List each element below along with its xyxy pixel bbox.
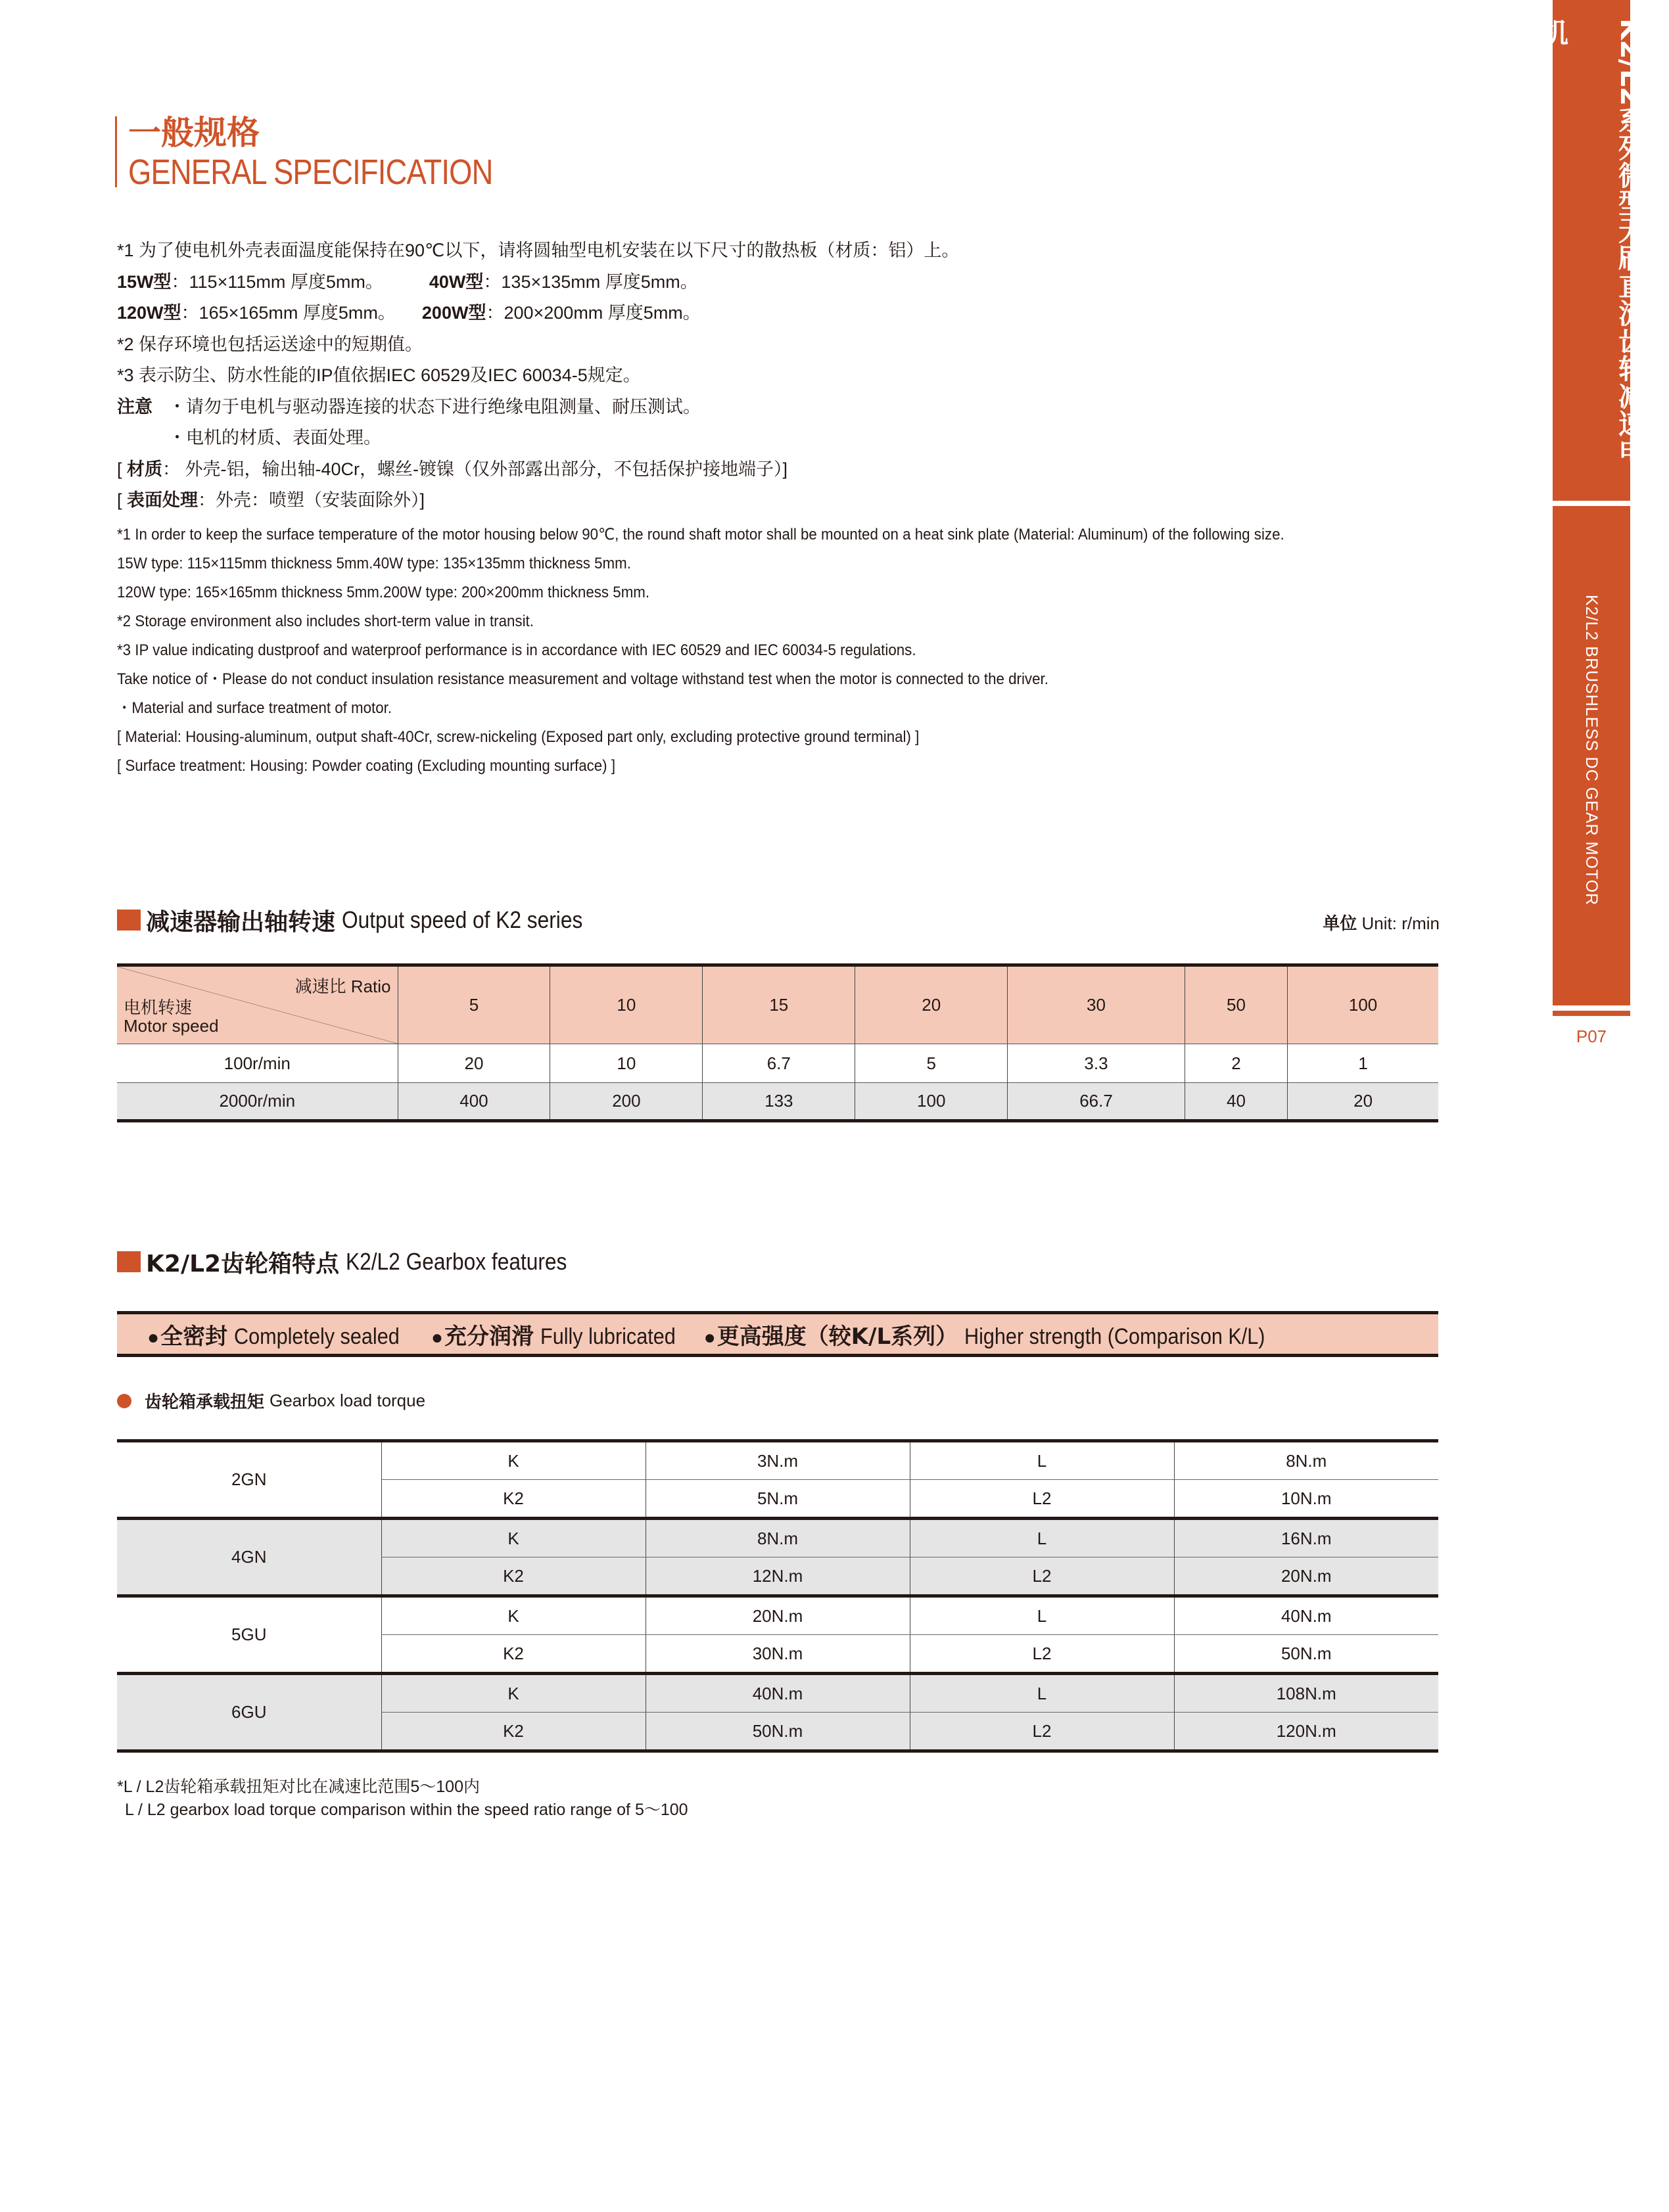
type-cell: L2 [910,1557,1174,1596]
ratio-header-cell: 30 [1008,965,1185,1044]
output-speed-cell: 6.7 [703,1044,855,1083]
ratio-header-cell: 15 [703,965,855,1044]
torque-cell: 120N.m [1174,1713,1438,1751]
material-value-cn: ： 外壳-铝，输出轴-40Cr，螺丝-镀镍（仅外部露出部分，不包括保护接地端子）] [162,459,788,479]
notice-label-cn: 注意 [117,396,153,417]
output-speed-cell: 40 [1185,1083,1287,1121]
output-speed-cell: 20 [1288,1083,1438,1121]
value-40w: ：135×135mm 厚度5mm。 [483,271,698,292]
speed-table-corner-cell [117,965,398,1044]
feature-item [431,1318,691,1350]
heat-sink-row-1-cn [117,267,1465,298]
note-1-en: *1 In order to keep the surface temperature of the motor housing below 90℃, the round shaft motor shall be mounted on a heat sink plate (Material: Aluminum) of the following size. [117,526,1284,543]
gearbox-torque-table [117,1439,1438,1753]
value-120w-en: 120W type: 165×165mm thickness 5mm. [117,584,384,601]
speed-table-header-row [117,965,1438,1044]
material-cn: [ 材质： 外壳-铝，输出轴-40Cr，螺丝-镀镍（仅外部露出部分，不包括保护接地端子）] [117,459,788,479]
ratio-header-cell: 10 [550,965,703,1044]
output-speed-cell: 20 [398,1044,550,1083]
surface-en: [ Surface treatment: Housing: Powder coating (Excluding mounting surface) ] [117,757,616,775]
notice-label-en: Take notice of [117,670,208,688]
feature-cn: 充分润滑 [444,1323,534,1350]
ratio-header-cell: 20 [855,965,1008,1044]
ratio-header-cell: 100 [1288,965,1438,1044]
surface-label-cn: 表面处理 [127,490,199,510]
type-cell: L2 [910,1480,1174,1519]
type-cell: K2 [381,1713,646,1751]
torque-subheading [117,1389,425,1413]
feature-en: Higher strength (Comparison K/L) [964,1324,1265,1349]
sidebar-divider-bar [1553,1011,1630,1016]
torque-cell: 50N.m [646,1713,910,1751]
label-40w: 40W型 [429,271,484,292]
value-200w: ：200×200mm 厚度5mm。 [486,303,701,323]
type-cell: K2 [381,1480,646,1519]
notice-2-cn [117,423,1465,454]
note-3-cn: *3 表示防尘、防水性能的IP值依据IEC 60529及IEC 60034-5规定。 [117,365,641,385]
output-speed-cell: 2 [1185,1044,1287,1083]
bullet-icon: ● [431,1326,443,1348]
feature-en: Fully lubricated [540,1324,676,1349]
value-120w: ：165×165mm 厚度5mm。 [181,303,396,323]
output-speed-cell: 133 [703,1083,855,1121]
note-2-cn: *2 保存环境也包括运送途中的短期值。 [117,334,423,354]
motor-speed-cell: 2000r/min [117,1083,398,1121]
unit-label [1323,910,1440,934]
note-3-en: *3 IP value indicating dustproof and waterproof performance is in accordance with IEC 60529 and IEC 60034-5 regulations. [117,641,916,659]
heat-sink-row-2-cn [117,298,1465,329]
page-number: P07 [1576,1026,1607,1046]
ratio-header-cell: 5 [398,965,550,1044]
bullet-icon: ● [147,1326,160,1348]
torque-cell: 40N.m [1174,1596,1438,1635]
notice-2-text-en: ・Material and surface treatment of motor. [117,699,392,717]
title-accent-rule [115,116,117,187]
table-row [117,1596,1438,1635]
output-speed-cell: 66.7 [1008,1083,1185,1121]
ratio-header-label: 减速比 Ratio [294,977,391,996]
model-cell: 5GU [117,1596,381,1674]
sidebar-title-en: K2/L2 BRUSHLESS DC GEAR MOTOR [1582,595,1601,906]
page-title-cn: 一般规格 [128,114,260,152]
note-2-en: *2 Storage environment also includes short-term value in transit. [117,612,534,630]
material-en: [ Material: Housing-aluminum, output shaft-40Cr, screw-nickeling (Exposed part only, excluding protective ground terminal) ] [117,728,920,746]
section-marker-icon [117,910,141,931]
surface-value-cn: ：外壳：喷塑（安装面除外）] [198,490,425,510]
feature-cn: 全密封 [160,1323,228,1350]
motor-speed-cell: 100r/min [117,1044,398,1083]
heat-sink-row-1-en [117,549,1376,578]
notice-2-en [117,694,1376,723]
model-cell: 2GN [117,1441,381,1519]
torque-cell: 16N.m [1174,1519,1438,1557]
motor-speed-header-cn: 电机转速 [124,998,193,1017]
output-speed-cell: 3.3 [1008,1044,1185,1083]
features-band [117,1311,1438,1357]
type-cell: L2 [910,1635,1174,1674]
value-15w-en: 15W type: 115×115mm thickness 5mm. [117,555,373,572]
torque-cell: 12N.m [646,1557,910,1596]
output-speed-cell: 5 [855,1044,1008,1083]
type-cell: L [910,1596,1174,1635]
output-speed-cell: 10 [550,1044,703,1083]
label-120w: 120W型 [117,303,181,323]
footnote-cn: *L / L2齿轮箱承载扭矩对比在减速比范围5～100内 [117,1778,480,1796]
surface-cn: [ 表面处理：外壳：喷塑（安装面除外）] [117,490,425,510]
label-15w: 15W型 [117,271,172,292]
torque-cell: 108N.m [1174,1674,1438,1713]
output-speed-cell: 100 [855,1083,1008,1121]
type-cell: K2 [381,1635,646,1674]
notice-1-cn [117,392,1465,423]
motor-speed-header-en: Motor speed [124,1016,219,1036]
sidebar-title-cn: K2/L2系列微型无刷直流齿轮减速电机 [1537,18,1647,465]
type-cell: L [910,1441,1174,1480]
notice-1-text-cn: ・请勿于电机与驱动器连接的状态下进行绝缘电阻测量、耐压测试。 [168,396,701,417]
notice-1-en [117,665,1376,694]
table-row [117,1083,1438,1121]
bullet-dot-icon [117,1394,131,1408]
heat-sink-row-2-en [117,578,1376,607]
feature-item [704,1318,1299,1350]
material-label-cn: 材质 [127,459,163,479]
torque-cell: 5N.m [646,1480,910,1519]
output-speed-cell: 1 [1288,1044,1438,1083]
table-row [117,1674,1438,1713]
speed-section-title-en: Output speed of K2 series [342,906,583,933]
gearbox-section-heading [117,1248,597,1278]
feature-cn: 更高强度（较K/L系列） [717,1323,958,1350]
ratio-header-cell: 50 [1185,965,1287,1044]
torque-cell: 8N.m [646,1519,910,1557]
footnote-en: L / L2 gearbox load torque comparison within the speed ratio range of 5～100 [125,1801,688,1819]
unit-value: Unit: r/min [1361,913,1440,933]
notes-en [117,520,1471,781]
torque-title-en: Gearbox load torque [270,1391,426,1410]
output-speed-table [117,963,1438,1122]
torque-footnote [117,1776,688,1822]
motor-speed-header-label [124,998,219,1035]
type-cell: L [910,1519,1174,1557]
torque-cell: 50N.m [1174,1635,1438,1674]
torque-cell: 3N.m [646,1441,910,1480]
type-cell: L [910,1674,1174,1713]
torque-cell: 40N.m [646,1674,910,1713]
note-1-cn: *1 为了使电机外壳表面温度能保持在90℃以下，请将圆轴型电机安装在以下尺寸的散热板（材质：铝）上。 [117,241,960,260]
model-cell: 6GU [117,1674,381,1751]
gearbox-section-title-cn: K2/L2齿轮箱特点 [146,1250,340,1278]
notice-2-text-cn: ・电机的材质、表面处理。 [168,428,381,448]
bullet-icon: ● [703,1326,716,1348]
type-cell: K [381,1674,646,1713]
model-cell: 4GN [117,1519,381,1596]
gearbox-section-title-en: K2/L2 Gearbox features [346,1248,567,1275]
output-speed-cell: 400 [398,1083,550,1121]
table-row [117,1441,1438,1480]
type-cell: L2 [910,1713,1174,1751]
speed-section-heading [117,906,615,936]
notice-1-text-en: ・Please do not conduct insulation resistance measurement and voltage withstand test when the motor is connected to the driver. [207,670,1048,688]
value-200w-en: 200W type: 200×200mm thickness 5mm. [383,584,650,601]
unit-label-cn: 单位 [1323,913,1357,933]
torque-cell: 10N.m [1174,1480,1438,1519]
value-15w: ：115×115mm 厚度5mm。 [171,271,383,292]
type-cell: K [381,1441,646,1480]
section-marker-icon [117,1251,141,1272]
speed-section-title-cn: 减速器输出轴转速 [146,908,336,936]
output-speed-cell: 200 [550,1083,703,1121]
torque-cell: 8N.m [1174,1441,1438,1480]
type-cell: K2 [381,1557,646,1596]
torque-cell: 20N.m [646,1596,910,1635]
torque-cell: 30N.m [646,1635,910,1674]
feature-en: Completely sealed [234,1324,400,1349]
page-title-en: GENERAL SPECIFICATION [128,152,493,192]
value-40w-en: 40W type: 135×135mm thickness 5mm. [373,555,631,572]
torque-title-cn: 齿轮箱承载扭矩 [145,1393,265,1412]
feature-item [147,1318,418,1350]
torque-cell: 20N.m [1174,1557,1438,1596]
type-cell: K [381,1596,646,1635]
label-200w: 200W型 [421,303,486,323]
type-cell: K [381,1519,646,1557]
table-row [117,1519,1438,1557]
notes-cn [117,235,1465,517]
table-row [117,1044,1438,1083]
